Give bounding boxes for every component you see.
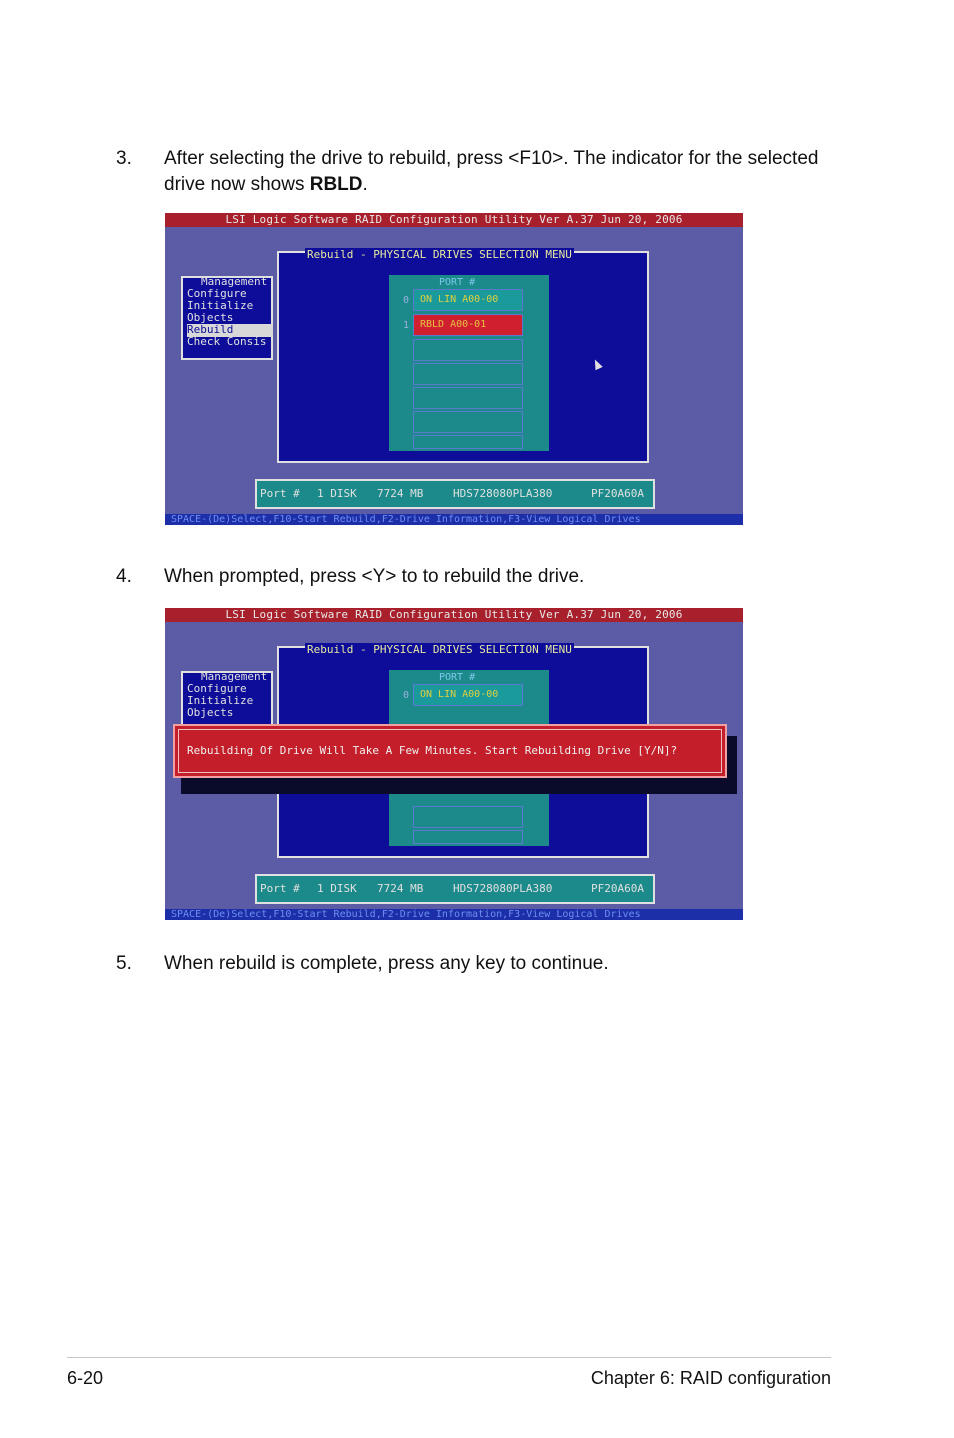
drive-slot-empty [413, 411, 523, 433]
chapter-title: Chapter 6: RAID configuration [590, 1368, 831, 1388]
rebuild-confirm-dialog[interactable] [173, 724, 727, 778]
bios-screenshot-1 [165, 213, 743, 525]
dialog-border [178, 729, 722, 773]
info-firmware: PF20A60A [591, 882, 644, 895]
menu-title: Rebuild - PHYSICAL DRIVES SELECTION MENU [307, 248, 572, 261]
port-header: PORT # [439, 672, 476, 683]
info-port: Port # [260, 487, 300, 500]
menu-item-check-consistency[interactable]: Check Consis [187, 335, 267, 348]
step-text [164, 146, 844, 198]
info-model: HDS728080PLA380 [453, 487, 553, 500]
step-text-part: . [362, 174, 368, 195]
menu-title: Rebuild - PHYSICAL DRIVES SELECTION MENU [307, 643, 572, 656]
drive-slot-0[interactable]: ON LIN A00-00 [413, 684, 523, 706]
management-menu [181, 276, 273, 360]
step-number: 5. [116, 953, 132, 974]
slot-number: 0 [403, 295, 410, 306]
step-text: When rebuild is complete, press any key to continue. [164, 953, 609, 974]
info-size: 7724 MB [377, 882, 424, 895]
info-port: Port # [260, 882, 300, 895]
drive-slot-1-rbld[interactable]: RBLD A00-01 [413, 314, 523, 336]
info-disk: 1 DISK [317, 487, 357, 500]
info-size: 7724 MB [377, 487, 424, 500]
step-number: 3. [116, 148, 132, 169]
drive-slot-empty [413, 387, 523, 409]
menu-item-initialize[interactable]: Initialize [187, 299, 254, 312]
drive-slot-empty [413, 363, 523, 385]
dialog-message: Rebuilding Of Drive Will Take A Few Minutes. Start Rebuilding Drive [Y/N]? [187, 744, 678, 757]
info-model: HDS728080PLA380 [453, 882, 553, 895]
drive-info-bar [255, 479, 655, 509]
utility-title-bar: LSI Logic Software RAID Configuration Utility Ver A.37 Jun 20, 2006 [165, 213, 743, 227]
menu-item-objects[interactable]: Objects [187, 311, 234, 324]
menu-item-rebuild[interactable]: Rebuild [187, 324, 273, 337]
drive-slot-empty [413, 435, 523, 449]
drive-slot-empty [413, 339, 523, 361]
slot-number: 0 [403, 690, 410, 701]
management-header: Management [201, 670, 268, 683]
step-text-part: After selecting the drive to rebuild, press <F10>. The indicator for the selected drive now shows [164, 148, 819, 195]
drive-slot-empty [413, 830, 523, 844]
drive-slot-empty [413, 806, 523, 828]
slot-number: 1 [403, 320, 410, 331]
drive-info-bar [255, 874, 655, 904]
management-header: Management [201, 275, 268, 288]
port-header: PORT # [439, 277, 476, 288]
status-bar: SPACE-(De)Select,F10-Start Rebuild,F2-Drive Information,F3-View Logical Drives [165, 909, 743, 920]
step-text: When prompted, press <Y> to to rebuild the drive. [164, 566, 585, 587]
info-disk: 1 DISK [317, 882, 357, 895]
drive-slot-0[interactable]: ON LIN A00-00 [413, 289, 523, 311]
menu-item-configure[interactable]: Configure [187, 682, 247, 695]
bios-screenshot-2 [165, 608, 743, 920]
page-number: 6-20 [67, 1368, 104, 1388]
utility-title-bar: LSI Logic Software RAID Configuration Utility Ver A.37 Jun 20, 2006 [165, 608, 743, 622]
footer-divider [67, 1357, 831, 1358]
status-bar: SPACE-(De)Select,F10-Start Rebuild,F2-Drive Information,F3-View Logical Drives [165, 514, 743, 525]
info-firmware: PF20A60A [591, 487, 644, 500]
port-list [389, 275, 549, 451]
menu-item-configure[interactable]: Configure [187, 287, 247, 300]
menu-item-objects[interactable]: Objects [187, 706, 234, 719]
step-number: 4. [116, 566, 132, 587]
menu-item-initialize[interactable]: Initialize [187, 694, 254, 707]
step-bold-text: RBLD [309, 174, 363, 195]
